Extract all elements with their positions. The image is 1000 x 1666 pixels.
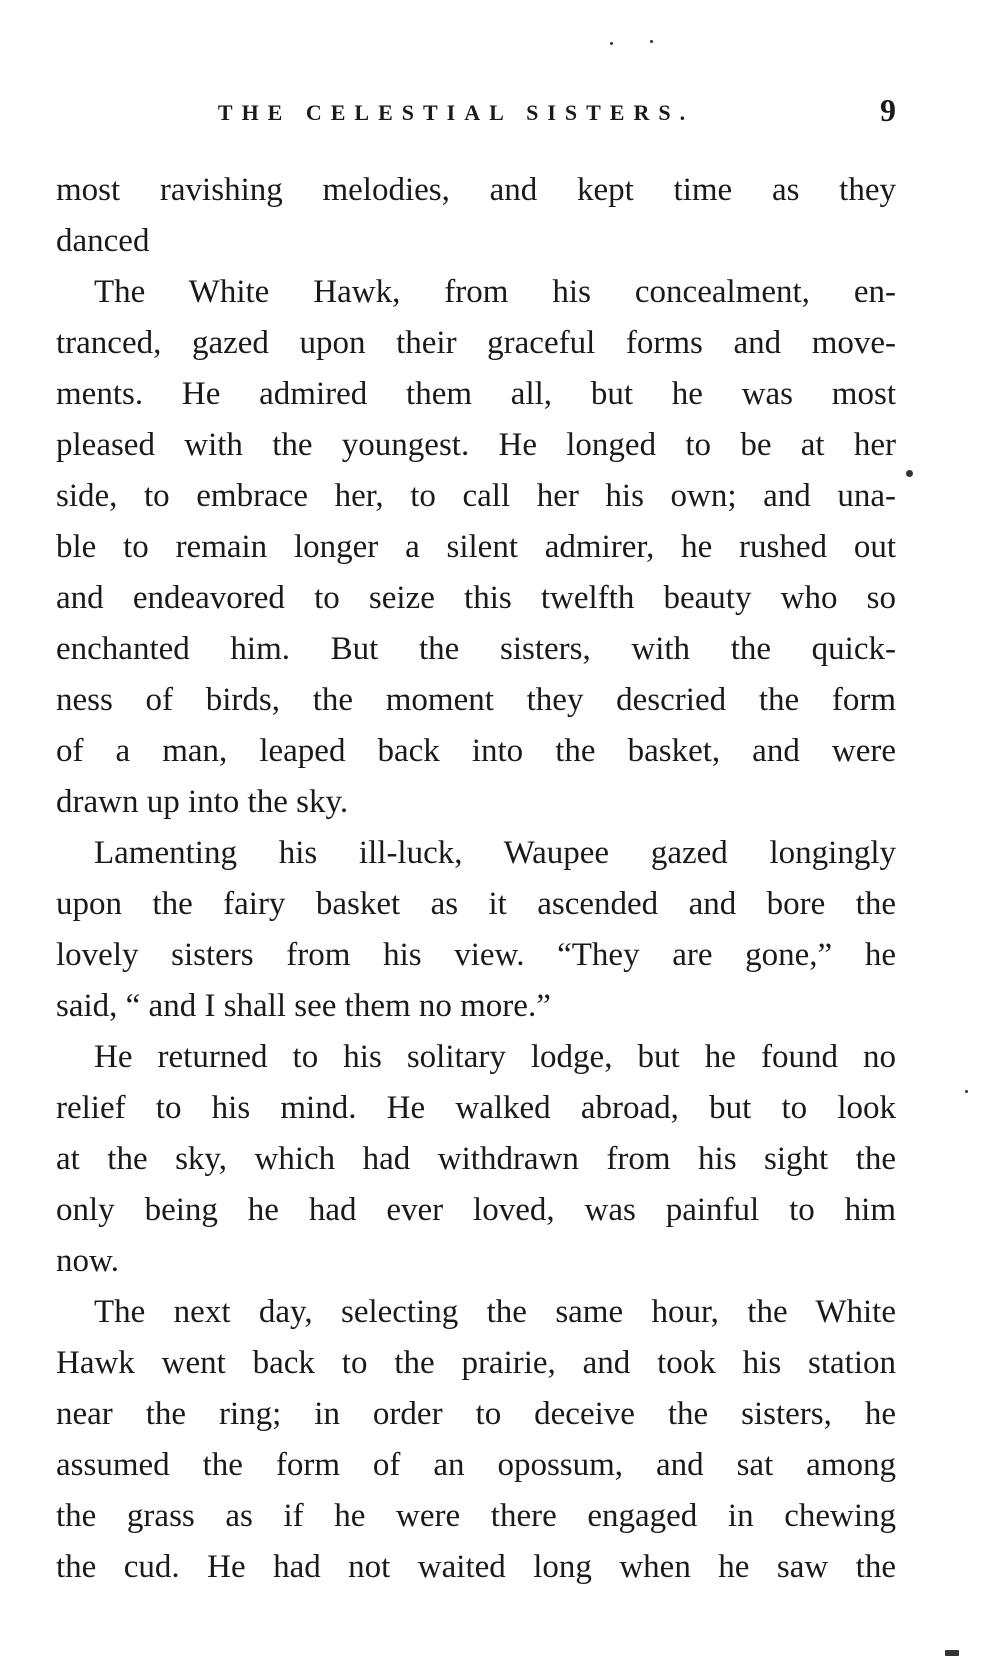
text-line: Hawk went back to the prairie, and took his station xyxy=(56,1345,896,1381)
text-line: the grass as if he were there engaged in chewing xyxy=(56,1498,896,1534)
text-line: lovely sisters from his view. “They are gone,” he xyxy=(56,937,896,973)
print-speck xyxy=(650,40,653,43)
text-line: most ravishing melodies, and kept time as they xyxy=(56,172,896,208)
text-line: He returned to his solitary lodge, but he found no xyxy=(94,1039,896,1075)
text-line: now. xyxy=(56,1243,119,1279)
text-line: ble to remain longer a silent admirer, he rushed out xyxy=(56,529,896,565)
text-line: side, to embrace her, to call her his own; and una- xyxy=(56,478,896,514)
text-line: drawn up into the sky. xyxy=(56,784,349,820)
text-line: near the ring; in order to deceive the sisters, he xyxy=(56,1396,896,1432)
text-line: relief to his mind. He walked abroad, but to look xyxy=(56,1090,896,1126)
text-line: danced xyxy=(56,223,150,259)
text-line: Lamenting his ill-luck, Waupee gazed longingly xyxy=(94,835,896,871)
running-header xyxy=(56,92,896,132)
print-speck xyxy=(906,470,913,477)
text-line: enchanted him. But the sisters, with the quick- xyxy=(56,631,896,667)
text-line: ness of birds, the moment they descried the form xyxy=(56,682,896,718)
running-title: THE CELESTIAL SISTERS. xyxy=(217,100,695,125)
text-line: said, “ and I shall see them no more.” xyxy=(56,988,551,1024)
text-line: of a man, leaped back into the basket, and were xyxy=(56,733,896,769)
text-line: pleased with the youngest. He longed to be at her xyxy=(56,427,896,463)
text-line: The White Hawk, from his concealment, en- xyxy=(94,274,896,310)
print-speck xyxy=(610,42,613,45)
text-line: upon the fairy basket as it ascended and bore the xyxy=(56,886,896,922)
text-line: assumed the form of an opossum, and sat among xyxy=(56,1447,896,1483)
text-line: the cud. He had not waited long when he saw the xyxy=(56,1549,896,1585)
text-line: only being he had ever loved, was painful to him xyxy=(56,1192,896,1228)
page-number: 9 xyxy=(880,92,896,128)
print-speck xyxy=(945,1650,959,1656)
print-speck xyxy=(965,1090,968,1093)
text-line: The next day, selecting the same hour, the White xyxy=(94,1294,896,1330)
text-line: tranced, gazed upon their graceful forms and move- xyxy=(56,325,896,361)
body-text xyxy=(56,165,896,1593)
text-line: ments. He admired them all, but he was most xyxy=(56,376,896,412)
text-line: at the sky, which had withdrawn from his sight the xyxy=(56,1141,896,1177)
text-line: and endeavored to seize this twelfth beauty who so xyxy=(56,580,896,616)
